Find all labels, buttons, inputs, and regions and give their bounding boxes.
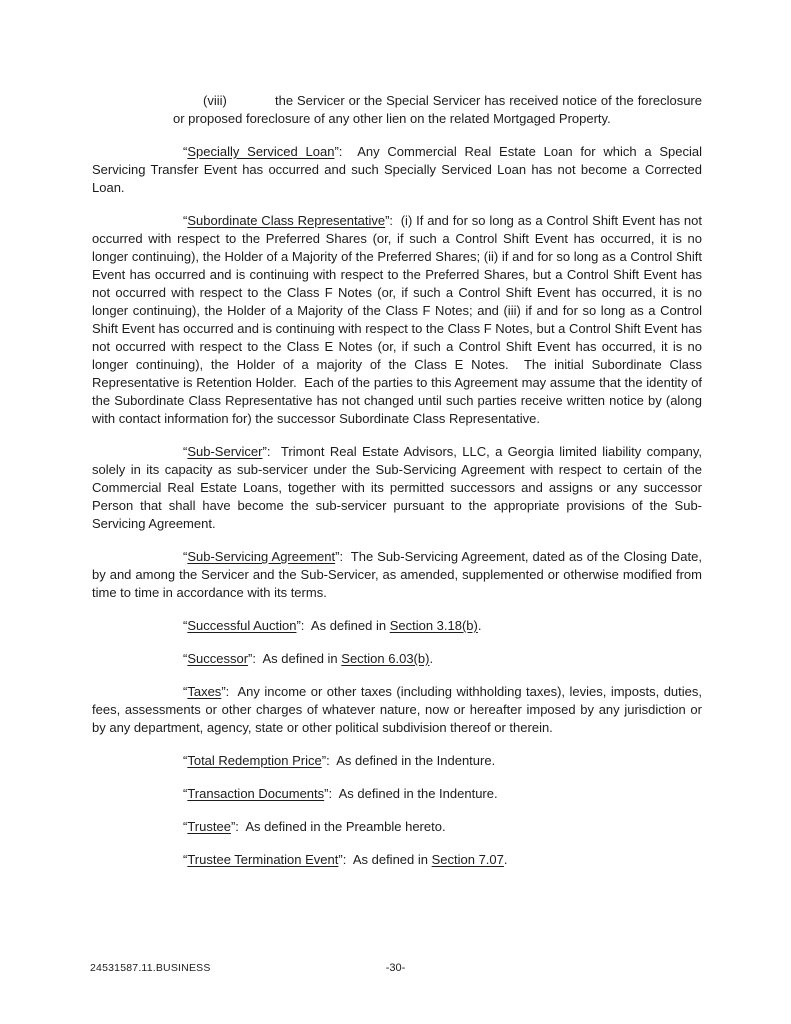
underlined-text: Section 6.03(b) bbox=[341, 651, 430, 666]
underlined-text: Transaction Documents bbox=[187, 786, 325, 801]
definition-subordinate-class-representative bbox=[92, 212, 702, 428]
text-segment: ”: As defined in the Indenture. bbox=[324, 786, 498, 801]
text-segment: . bbox=[503, 852, 508, 867]
definition-taxes bbox=[92, 683, 702, 737]
footer-page-number: -30- bbox=[385, 962, 406, 974]
text-segment: ”: Trimont Real Estate Advisors, LLC, a Georgia limited liability company, solely in its capacity as sub-servicer under the Sub-Servicing Agreement with respect to certain of the Commercial Real Estate Loans, together with its permitted successors and assigns or any successor Person that shall have become the sub-servicer pursuant to the appropriate provisions of the Sub-Servicing Agreement. bbox=[92, 444, 702, 531]
clause-viii bbox=[173, 92, 702, 128]
text-segment: ”: As defined in bbox=[296, 618, 390, 633]
underlined-text: Section 3.18(b) bbox=[389, 618, 478, 633]
underlined-text: Sub-Servicing Agreement bbox=[187, 549, 336, 564]
text-segment: “ bbox=[183, 819, 188, 834]
text-segment: ”: As defined in bbox=[338, 852, 432, 867]
list-marker: (viii) bbox=[203, 93, 227, 108]
underlined-text: Taxes bbox=[187, 684, 222, 699]
text-segment: “ bbox=[183, 684, 188, 699]
text-segment: ”: The Sub-Servicing Agreement, dated as of the Closing Date, by and among the Servicer and the Sub-Servicer, as amended, supplemented or otherwise modified from time to time in accordance with its terms. bbox=[92, 549, 702, 600]
definition-successor bbox=[92, 650, 702, 668]
text-segment: “ bbox=[183, 144, 188, 159]
text-segment: “ bbox=[183, 753, 188, 768]
text-segment: ”: Any income or other taxes (including withholding taxes), levies, imposts, duties, fees, assessments or other charges of whatever nature, now or hereafter imposed by any jurisdiction or by any department, agency, state or other political subdivision thereof or therein. bbox=[92, 684, 702, 735]
underlined-text: Trustee Termination Event bbox=[187, 852, 339, 867]
text-segment: “ bbox=[183, 444, 188, 459]
text-segment: . bbox=[477, 618, 482, 633]
text-segment: the Servicer or the Special Servicer has received notice of the foreclosure or proposed foreclosure of any other lien on the related Mortgaged Property. bbox=[173, 93, 702, 126]
definition-successful-auction bbox=[92, 617, 702, 635]
definition-transaction-documents bbox=[92, 785, 702, 803]
underlined-text: Successful Auction bbox=[187, 618, 297, 633]
underlined-text: Successor bbox=[187, 651, 249, 666]
definition-total-redemption-price bbox=[92, 752, 702, 770]
text-segment: ”: As defined in bbox=[248, 651, 342, 666]
text-segment: ”: As defined in the Preamble hereto. bbox=[230, 819, 446, 834]
text-segment: “ bbox=[183, 651, 188, 666]
definition-specially-serviced-loan bbox=[92, 143, 702, 197]
text-segment: ”: (i) If and for so long as a Control Shift Event has not occurred with respect to the Preferred Shares (or, if such a Control Shift Event has occurred, it is no longer continuing), the Holder of a Majority of the Preferred Shares; (ii) if and for so long as a Control Shift Event has occurred and is continuing with respect to the Preferred Shares, but a Control Shift Event has not occurred with respect to the Class F Notes (or, if such a Control Shift Event has occurred, it is no longer continuing), the Holder of a Majority of the Class F Notes; and (iii) if and for so long as a Control Shift Event has occurred and is continuing with respect to the Class F Notes, but a Control Shift Event has not occurred with respect to the Class E Notes (or, if such a Control Shift Event has occurred, it is no longer continuing), the Holder of a majority of the Class E Notes. The initial Subordinate Class Representative is Retention Holder. Each of the parties to this Agreement may assume that the identity of the Subordinate Class Representative has not changed until such parties receive written notice by (along with contact information for) the successor Subordinate Class Representative. bbox=[92, 213, 702, 426]
text-segment: ”: Any Commercial Real Estate Loan for which a Special Servicing Transfer Event has occurred and such Specially Serviced Loan has not become a Corrected Loan. bbox=[92, 144, 702, 195]
underlined-text: Sub-Servicer bbox=[187, 444, 263, 459]
text-segment: “ bbox=[183, 549, 188, 564]
text-segment: “ bbox=[183, 213, 188, 228]
underlined-text: Trustee bbox=[187, 819, 231, 834]
text-segment: . bbox=[429, 651, 434, 666]
underlined-text: Subordinate Class Representative bbox=[187, 213, 386, 228]
definition-sub-servicer bbox=[92, 443, 702, 533]
definition-sub-servicing-agreement bbox=[92, 548, 702, 602]
document-body bbox=[92, 92, 702, 884]
definition-trustee-termination-event bbox=[92, 851, 702, 869]
text-segment: ”: As defined in the Indenture. bbox=[321, 753, 496, 768]
footer-document-id: 24531587.11.BUSINESS bbox=[90, 962, 211, 974]
definition-trustee bbox=[92, 818, 702, 836]
underlined-text: Section 7.07 bbox=[431, 852, 504, 867]
underlined-text: Total Redemption Price bbox=[187, 753, 322, 768]
text-segment: “ bbox=[183, 852, 188, 867]
text-segment: “ bbox=[183, 618, 188, 633]
underlined-text: Specially Serviced Loan bbox=[187, 144, 335, 159]
text-segment: “ bbox=[183, 786, 188, 801]
